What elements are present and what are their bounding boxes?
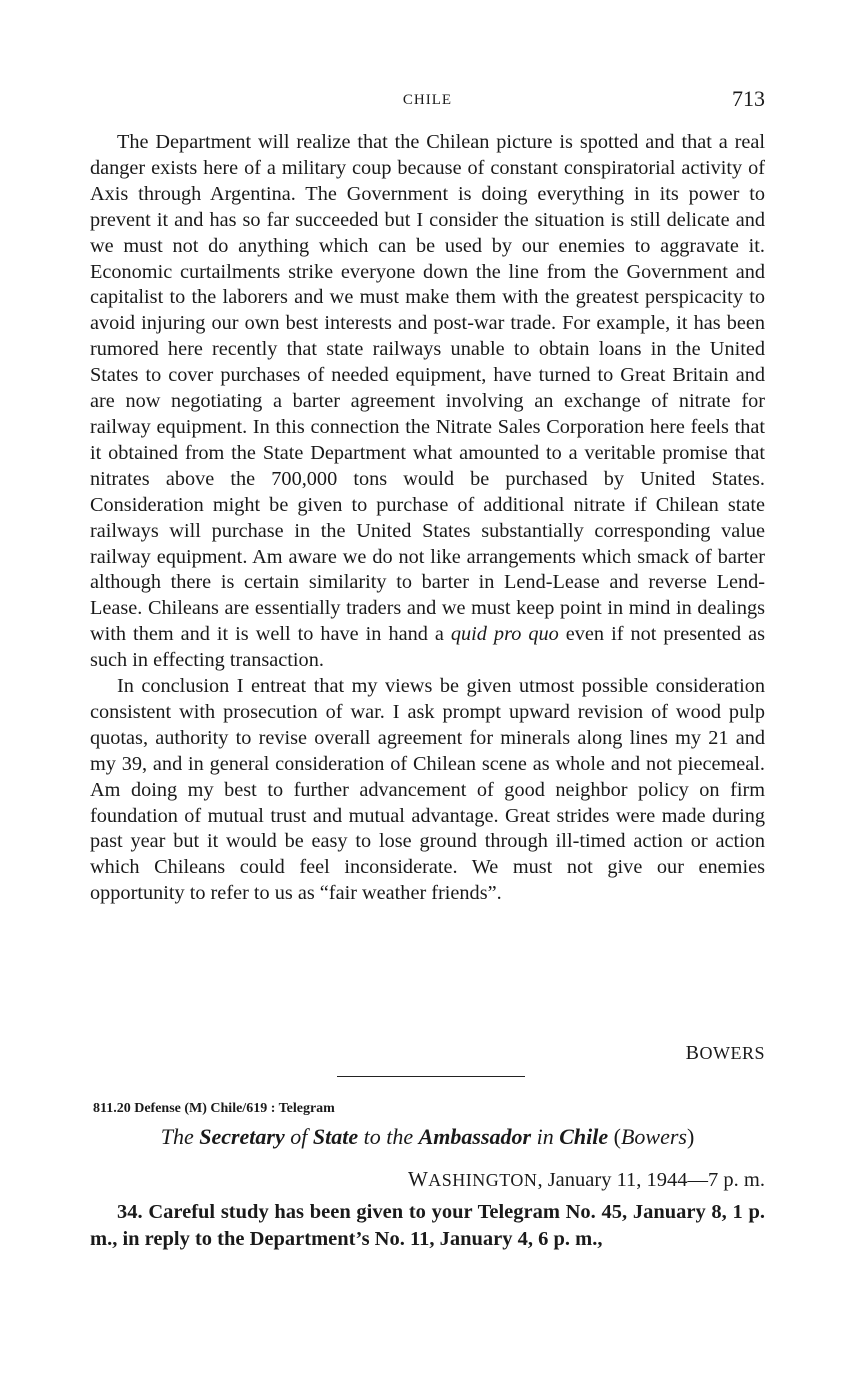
document-title: The Secretary of State to the Ambassador in Chile (Bowers) (160, 1124, 695, 1149)
page-number: 713 (732, 86, 765, 111)
dateline (408, 1167, 765, 1192)
letter-body (90, 130, 765, 907)
paragraph-1-ending: even if not presented as such in effecting transaction. (90, 623, 765, 672)
section-divider (337, 1076, 525, 1077)
section-title: CHILE (402, 92, 453, 108)
paragraph-1 (90, 130, 765, 674)
paragraph-1-text: The Department will realize that the Chilean picture is spotted and that a real danger exists here of a military coup because of constant conspiratorial activity of Axis through Argentina. The Government is doing everything in its power to prevent it and has so far succeeded but I consider the situation is still delicate and we must not do anything which can be used by our enemies to aggravate it. Economic curtailments strike everyone down the line from the Government and capitalist to the laborers and we must make them with the greatest perspicacity to avoid injuring our own best interests and post-war trade. For example, it has been rumored here recently that state railways unable to obtain loans in the United States to cover purchases of needed equipment, have turned to Great Britain and are now negotiating a barter agreement involving an exchange of nitrate for railway equipment. In this connection the Nitrate Sales Corporation here feels that it obtained from the State Department what amounted to a veritable promise that nitrates above the 700,000 tons would be purchased by United States. Consideration might be given to purchase of additional nitrate if Chilean state railways will purchase in the United States substantially corresponding value railway equipment. Am aware we do not like arrangements which smack of barter although there is certain similarity to barter in Lend-Lease and reverse Lend-Lease. Chileans are essentially traders and we must keep point in mind in dealings with them and it is well to have in hand a (90, 131, 765, 646)
signature: BOWERS (685, 1042, 765, 1064)
paragraph-1-latin-phrase: quid pro quo (450, 623, 559, 646)
telegram-paragraph: 34. Careful study has been given to your Telegram No. 45, January 8, 1 p. m., in reply to the Department’s No. 11, January 4, 6 p. m., (90, 1201, 765, 1250)
dateline-place: WASHINGTON (407, 1167, 538, 1191)
dateline-date: , January 11, 1944—7 p. m. (537, 1169, 765, 1191)
file-reference: 811.20 Defense (M) Chile/619 : Telegram (93, 1101, 335, 1116)
telegram-body (90, 1199, 765, 1253)
running-head (90, 86, 765, 116)
paragraph-2: In conclusion I entreat that my views be given utmost possible consideration consistent with prosecution of war. I ask prompt upward revision of wood pulp quotas, authority to revise overall agreement for minerals along lines my 21 and my 39, and in general consideration of Chilean scene as whole and not piecemeal. Am doing my best to further advancement of good neighbor policy on firm foundation of mutual trust and mutual advantage. Great strides were made during past year but it would be easy to lose ground through ill-timed action or action which Chileans could feel inconsiderate. We must not give our enemies opportunity to refer to us as “fair weather friends”. (90, 675, 765, 905)
